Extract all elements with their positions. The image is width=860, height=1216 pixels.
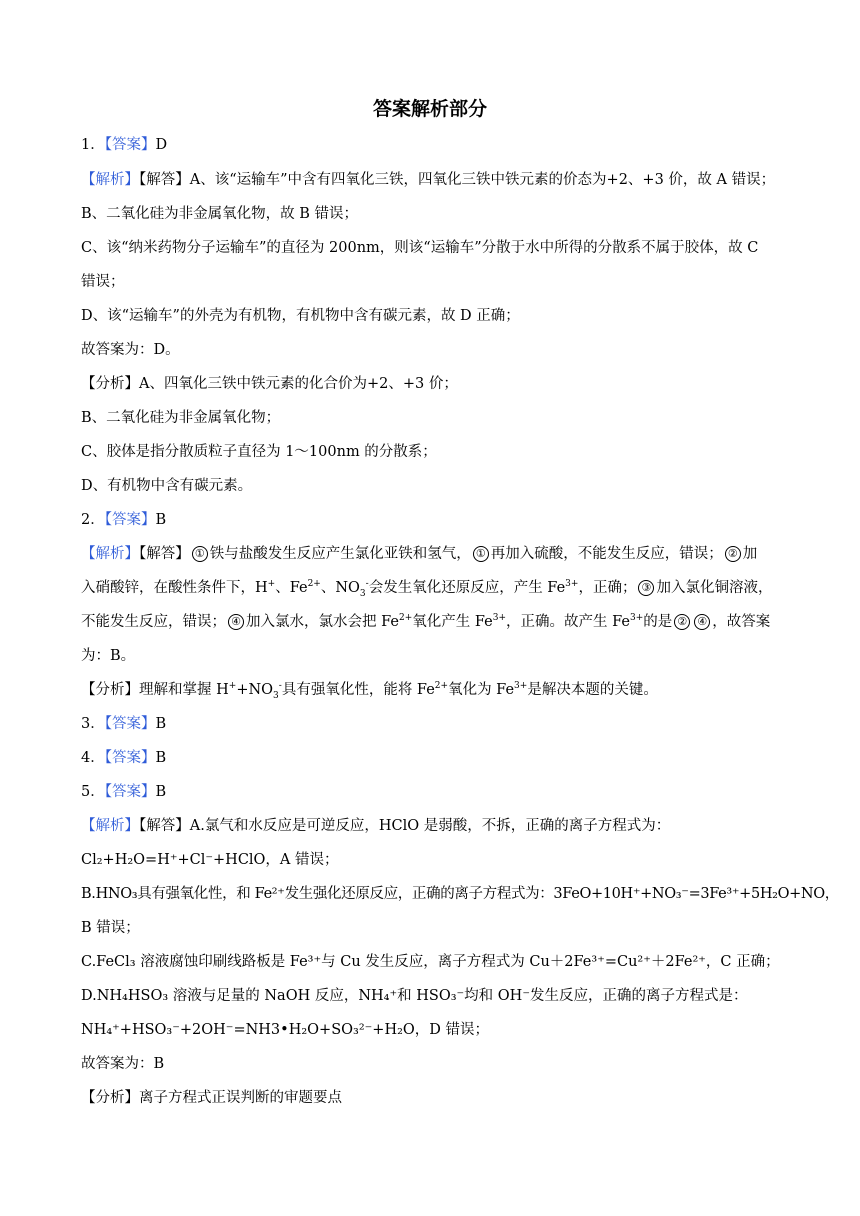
answer-tag: 【答案】 — [104, 137, 156, 153]
q5-line: D.NH₄HSO₃ 溶液与足量的 NaOH 反应，NH₄⁺和 HSO₃⁻均和 OH⁻发生反应，正确的离子方程式是： — [81, 988, 748, 1004]
superscript: + — [267, 579, 276, 590]
superscript: 2+ — [307, 579, 321, 590]
answer-value: B — [155, 512, 167, 528]
answer-value: D — [155, 137, 168, 153]
text: 加 — [742, 546, 758, 562]
answer-4 — [81, 748, 166, 768]
text: 不能发生反应，错误； — [81, 614, 226, 630]
text: 是解决本题的关键。 — [527, 682, 658, 698]
circled-number: ② — [725, 546, 741, 562]
q5-analysis: 【分析】离子方程式正误判断的审题要点 — [81, 1090, 342, 1106]
analysis-text: 【解答】A、该“运输车”中含有四氧化三铁，四氧化三铁中铁元素的价态为+2、+3 价，故 A 错误； — [139, 172, 776, 188]
q5-line: B 错误； — [81, 920, 140, 936]
circled-number: ② — [674, 614, 690, 630]
text: 氧化为 Fe — [448, 682, 515, 698]
analysis-tag: 【解析】 — [81, 172, 139, 188]
answer-value: B — [155, 716, 167, 732]
q2-line: 为：B。 — [81, 648, 136, 664]
circled-number: ④ — [694, 614, 710, 630]
question-number: 4． — [81, 750, 105, 766]
text: 入硝酸锌，在酸性条件下，H — [81, 580, 268, 596]
analysis-tag: 【解析】 — [81, 546, 139, 562]
q1-analysis-line — [81, 170, 775, 190]
q1-line: 【分析】A、四氧化三铁中铁元素的化合价为+2、+3 价； — [81, 376, 458, 392]
text: 加入氯水，氯水会把 Fe — [246, 614, 399, 630]
question-number: 5． — [81, 784, 105, 800]
q1-line: B、二氧化硅为非金属氧化物，故 B 错误； — [81, 206, 359, 222]
circled-number: ③ — [638, 580, 654, 596]
q1-line: D、有机物中含有碳元素。 — [81, 478, 253, 494]
text: +NO — [236, 682, 274, 698]
superscript: 3+ — [492, 613, 506, 624]
q1-line: C、胶体是指分散质粒子直径为 1～100nm 的分散系； — [81, 444, 437, 460]
subscript: 3 — [273, 690, 279, 701]
question-number: 1． — [81, 137, 105, 153]
q5-analysis-line — [81, 816, 670, 836]
q1-line: D、该“运输车”的外壳为有机物，有机物中含有碳元素，故 D 正确； — [81, 308, 520, 324]
q2-line — [81, 578, 772, 598]
answer-tag: 【答案】 — [104, 716, 156, 732]
text: 的是 — [643, 614, 673, 630]
circled-number: ④ — [228, 614, 244, 630]
answer-value: B — [155, 784, 167, 800]
answer-5 — [81, 782, 166, 802]
text: 铁与盐酸发生反应产生氯化亚铁和氢气， — [209, 546, 471, 562]
superscript: - — [365, 579, 369, 590]
analysis-tag: 【解析】 — [81, 818, 139, 834]
text: 氧化产生 Fe — [412, 614, 493, 630]
text: 【解答】A.氯气和水反应是可逆反应，HClO 是弱酸，不拆，正确的离子方程式为： — [139, 818, 671, 834]
question-number: 2． — [81, 512, 105, 528]
q5-line: Cl₂+H₂O=H⁺+Cl⁻+HClO，A 错误； — [81, 852, 339, 868]
superscript: 3+ — [514, 681, 528, 692]
answer-value: B — [155, 750, 167, 766]
circled-number: ① — [192, 546, 208, 562]
q1-line: 错误； — [81, 274, 125, 290]
superscript: 2+ — [434, 681, 449, 692]
q2-analysis — [81, 680, 658, 700]
solution-tag: 【解答】 — [139, 546, 190, 562]
superscript: + — [228, 681, 237, 692]
superscript: 3+ — [629, 613, 644, 624]
answer-2 — [81, 510, 166, 530]
text: 会发生氧化还原反应，产生 Fe — [368, 580, 566, 596]
text: ，正确。故产生 Fe — [506, 614, 630, 630]
question-number: 3． — [81, 716, 105, 732]
q1-line: B、二氧化硅为非金属氧化物； — [81, 410, 281, 426]
text: ，正确； — [578, 580, 637, 596]
answer-1 — [81, 135, 167, 155]
text: 具有强氧化性，能将 Fe — [281, 682, 435, 698]
text: 加入氯化铜溶液， — [656, 580, 773, 596]
page-title: 答案解析部分 — [372, 98, 487, 120]
subscript: 3 — [359, 588, 366, 599]
text: 【分析】理解和掌握 H — [81, 682, 229, 698]
answer-tag: 【答案】 — [104, 512, 156, 528]
q5-line: 故答案为：B — [81, 1056, 165, 1072]
superscript: - — [278, 681, 282, 692]
q5-line: NH₄⁺+HSO₃⁻+2OH⁻=NH3•H₂O+SO₃²⁻+H₂O，D 错误； — [81, 1022, 490, 1038]
superscript: 3+ — [565, 579, 579, 590]
q2-analysis-line — [81, 544, 757, 564]
answer-tag: 【答案】 — [104, 784, 156, 800]
answer-3 — [81, 714, 166, 734]
answer-tag: 【答案】 — [104, 750, 156, 766]
text: 再加入硫酸，不能发生反应，错误； — [490, 546, 723, 562]
q1-line: 故答案为：D。 — [81, 342, 180, 358]
q1-line: C、该“纳米药物分子运输车”的直径为 200nm，则该“运输车”分散于水中所得的分散系不属于胶体，故 C — [81, 240, 759, 256]
text: ，故答案 — [712, 614, 771, 630]
q5-line: C.FeCl₃ 溶液腐蚀印刷线路板是 Fe³⁺与 Cu 发生反应，离子方程式为 Cu＋2Fe³⁺=Cu²⁺＋2Fe²⁺，C 正确； — [81, 954, 780, 970]
text: 、Fe — [275, 580, 308, 596]
superscript: 2+ — [398, 613, 413, 624]
q5-line: B.HNO₃具有强氧化性，和 Fe²⁺发生强化还原反应，正确的离子方程式为：3FeO+10H⁺+NO₃⁻=3Fe³⁺+5H₂O+NO， — [81, 886, 839, 902]
text: 、NO — [320, 580, 360, 596]
q2-line — [81, 612, 770, 632]
circled-number: ① — [473, 546, 489, 562]
